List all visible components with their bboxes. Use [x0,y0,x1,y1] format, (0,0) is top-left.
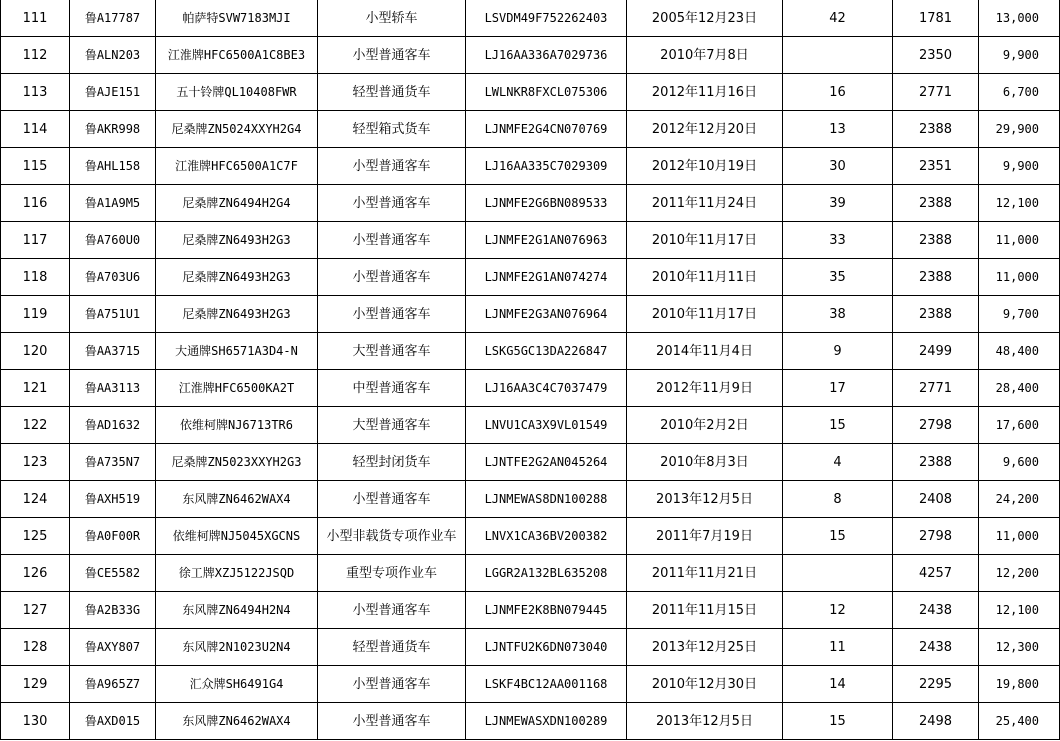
vehicle-type-cell: 轻型普通货车 [318,629,466,666]
register-date-cell: 2010年7月8日 [627,37,783,74]
table-row [1,592,1060,629]
row-number-cell: 111 [1,0,70,37]
table-row [1,481,1060,518]
vin-cell: LJ16AA335C7029309 [466,148,627,185]
count-cell: 39 [783,185,893,222]
count-cell: 8 [783,481,893,518]
vehicle-model-cell: 尼桑牌ZN6494H2G4 [156,185,318,222]
vin-cell: LJ16AA336A7029736 [466,37,627,74]
row-number-cell: 114 [1,111,70,148]
vin-cell: LJNMEWASXDN100289 [466,703,627,740]
table-row [1,703,1060,740]
plate-number-cell: 鲁ALN203 [70,37,156,74]
price-cell: 9,900 [979,37,1060,74]
register-date-cell: 2012年11月9日 [627,370,783,407]
vehicle-model-cell: 东风牌ZN6462WAX4 [156,703,318,740]
vehicle-type-cell: 小型非载货专项作业车 [318,518,466,555]
price-cell: 24,200 [979,481,1060,518]
count-cell: 13 [783,111,893,148]
vin-cell: LJNMFE2K8BN079445 [466,592,627,629]
row-number-cell: 121 [1,370,70,407]
register-date-cell: 2014年11月4日 [627,333,783,370]
price-cell: 12,100 [979,592,1060,629]
plate-number-cell: 鲁AHL158 [70,148,156,185]
vin-cell: LJ16AA3C4C7037479 [466,370,627,407]
vehicle-type-cell: 小型普通客车 [318,222,466,259]
price-cell: 12,300 [979,629,1060,666]
displacement-cell: 2388 [893,222,979,259]
row-number-cell: 118 [1,259,70,296]
count-cell: 9 [783,333,893,370]
price-cell: 11,000 [979,518,1060,555]
displacement-cell: 2771 [893,74,979,111]
vehicle-type-cell: 中型普通客车 [318,370,466,407]
vehicle-model-cell: 帕萨特SVW7183MJI [156,0,318,37]
register-date-cell: 2010年11月11日 [627,259,783,296]
plate-number-cell: 鲁A751U1 [70,296,156,333]
plate-number-cell: 鲁AXY807 [70,629,156,666]
vehicle-type-cell: 大型普通客车 [318,333,466,370]
register-date-cell: 2012年10月19日 [627,148,783,185]
table-row [1,333,1060,370]
table-row [1,518,1060,555]
displacement-cell: 4257 [893,555,979,592]
vehicle-model-cell: 江淮牌HFC6500KA2T [156,370,318,407]
row-number-cell: 125 [1,518,70,555]
vin-cell: LNVU1CA3X9VL01549 [466,407,627,444]
price-cell: 19,800 [979,666,1060,703]
plate-number-cell: 鲁AD1632 [70,407,156,444]
register-date-cell: 2012年12月20日 [627,111,783,148]
displacement-cell: 2388 [893,259,979,296]
register-date-cell: 2011年11月15日 [627,592,783,629]
register-date-cell: 2011年11月24日 [627,185,783,222]
vin-cell: LGGR2A132BL635208 [466,555,627,592]
price-cell: 28,400 [979,370,1060,407]
table-row [1,444,1060,481]
vehicle-model-cell: 尼桑牌ZN6493H2G3 [156,222,318,259]
plate-number-cell: 鲁A703U6 [70,259,156,296]
vin-cell: LSVDM49F752262403 [466,0,627,37]
plate-number-cell: 鲁A0F00R [70,518,156,555]
price-cell: 11,000 [979,259,1060,296]
table-row [1,222,1060,259]
table-row [1,185,1060,222]
register-date-cell: 2013年12月25日 [627,629,783,666]
price-cell: 48,400 [979,333,1060,370]
vin-cell: LJNMFE2G3AN076964 [466,296,627,333]
vehicle-model-cell: 东风牌2N1023U2N4 [156,629,318,666]
displacement-cell: 2798 [893,518,979,555]
vehicle-model-cell: 东风牌ZN6462WAX4 [156,481,318,518]
vehicle-type-cell: 小型轿车 [318,0,466,37]
register-date-cell: 2005年12月23日 [627,0,783,37]
vin-cell: LJNMFE2G1AN074274 [466,259,627,296]
register-date-cell: 2013年12月5日 [627,481,783,518]
row-number-cell: 130 [1,703,70,740]
row-number-cell: 120 [1,333,70,370]
vehicle-type-cell: 轻型封闭货车 [318,444,466,481]
plate-number-cell: 鲁AA3113 [70,370,156,407]
displacement-cell: 2351 [893,148,979,185]
vehicle-type-cell: 重型专项作业车 [318,555,466,592]
vin-cell: LWLNKR8FXCL075306 [466,74,627,111]
register-date-cell: 2012年11月16日 [627,74,783,111]
row-number-cell: 124 [1,481,70,518]
count-cell: 15 [783,518,893,555]
displacement-cell: 2438 [893,592,979,629]
vehicle-type-cell: 小型普通客车 [318,185,466,222]
count-cell [783,555,893,592]
row-number-cell: 126 [1,555,70,592]
plate-number-cell: 鲁AA3715 [70,333,156,370]
count-cell: 12 [783,592,893,629]
table-row [1,407,1060,444]
vehicle-model-cell: 东风牌ZN6494H2N4 [156,592,318,629]
row-number-cell: 122 [1,407,70,444]
register-date-cell: 2010年8月3日 [627,444,783,481]
table-row [1,0,1060,37]
vehicle-model-cell: 尼桑牌ZN6493H2G3 [156,259,318,296]
plate-number-cell: 鲁AXH519 [70,481,156,518]
price-cell: 12,200 [979,555,1060,592]
plate-number-cell: 鲁A965Z7 [70,666,156,703]
displacement-cell: 2295 [893,666,979,703]
register-date-cell: 2013年12月5日 [627,703,783,740]
vin-cell: LJNMFE2G6BN089533 [466,185,627,222]
vehicle-model-cell: 尼桑牌ZN5023XXYH2G3 [156,444,318,481]
price-cell: 12,100 [979,185,1060,222]
table-row [1,370,1060,407]
vehicle-model-cell: 依维柯牌NJ6713TR6 [156,407,318,444]
displacement-cell: 2350 [893,37,979,74]
table-body [1,0,1060,740]
row-number-cell: 115 [1,148,70,185]
table-row [1,555,1060,592]
vehicle-type-cell: 轻型箱式货车 [318,111,466,148]
price-cell: 17,600 [979,407,1060,444]
vehicle-type-cell: 大型普通客车 [318,407,466,444]
row-number-cell: 127 [1,592,70,629]
table-row [1,111,1060,148]
count-cell: 33 [783,222,893,259]
price-cell: 6,700 [979,74,1060,111]
register-date-cell: 2010年2月2日 [627,407,783,444]
vehicle-model-cell: 江淮牌HFC6500A1C7F [156,148,318,185]
row-number-cell: 128 [1,629,70,666]
vehicle-type-cell: 轻型普通货车 [318,74,466,111]
table-row [1,666,1060,703]
vin-cell: LJNMEWAS8DN100288 [466,481,627,518]
vehicle-type-cell: 小型普通客车 [318,703,466,740]
vin-cell: LJNTFU2K6DN073040 [466,629,627,666]
count-cell: 16 [783,74,893,111]
plate-number-cell: 鲁AKR998 [70,111,156,148]
vehicle-type-cell: 小型普通客车 [318,148,466,185]
price-cell: 9,700 [979,296,1060,333]
plate-number-cell: 鲁AJE151 [70,74,156,111]
vehicle-type-cell: 小型普通客车 [318,481,466,518]
table-row [1,74,1060,111]
vehicle-type-cell: 小型普通客车 [318,37,466,74]
row-number-cell: 113 [1,74,70,111]
register-date-cell: 2011年7月19日 [627,518,783,555]
price-cell: 11,000 [979,222,1060,259]
plate-number-cell: 鲁AXD015 [70,703,156,740]
plate-number-cell: 鲁A1A9M5 [70,185,156,222]
vehicle-type-cell: 小型普通客车 [318,592,466,629]
vehicle-model-cell: 尼桑牌ZN6493H2G3 [156,296,318,333]
plate-number-cell: 鲁A2B33G [70,592,156,629]
table-row [1,148,1060,185]
count-cell: 35 [783,259,893,296]
count-cell: 17 [783,370,893,407]
count-cell: 15 [783,703,893,740]
displacement-cell: 2798 [893,407,979,444]
displacement-cell: 2388 [893,185,979,222]
vin-cell: LJNTFE2G2AN045264 [466,444,627,481]
count-cell: 38 [783,296,893,333]
displacement-cell: 1781 [893,0,979,37]
register-date-cell: 2010年11月17日 [627,296,783,333]
count-cell: 15 [783,407,893,444]
count-cell: 42 [783,0,893,37]
vehicle-type-cell: 小型普通客车 [318,296,466,333]
table-row [1,296,1060,333]
row-number-cell: 112 [1,37,70,74]
row-number-cell: 119 [1,296,70,333]
register-date-cell: 2010年11月17日 [627,222,783,259]
count-cell: 30 [783,148,893,185]
table-row [1,629,1060,666]
vehicle-model-cell: 汇众牌SH6491G4 [156,666,318,703]
plate-number-cell: 鲁CE5582 [70,555,156,592]
price-cell: 9,900 [979,148,1060,185]
row-number-cell: 116 [1,185,70,222]
price-cell: 25,400 [979,703,1060,740]
count-cell [783,37,893,74]
plate-number-cell: 鲁A760U0 [70,222,156,259]
vin-cell: LNVX1CA36BV200382 [466,518,627,555]
row-number-cell: 129 [1,666,70,703]
vehicle-model-cell: 徐工牌XZJ5122JSQD [156,555,318,592]
vin-cell: LJNMFE2G4CN070769 [466,111,627,148]
vehicle-model-cell: 尼桑牌ZN5024XXYH2G4 [156,111,318,148]
displacement-cell: 2388 [893,444,979,481]
price-cell: 13,000 [979,0,1060,37]
count-cell: 11 [783,629,893,666]
vehicle-model-cell: 五十铃牌QL10408FWR [156,74,318,111]
displacement-cell: 2388 [893,111,979,148]
count-cell: 14 [783,666,893,703]
vehicle-type-cell: 小型普通客车 [318,666,466,703]
vehicle-model-cell: 依维柯牌NJ5045XGCNS [156,518,318,555]
vin-cell: LJNMFE2G1AN076963 [466,222,627,259]
table-row [1,259,1060,296]
row-number-cell: 123 [1,444,70,481]
vehicle-model-cell: 江淮牌HFC6500A1C8BE3 [156,37,318,74]
vehicle-type-cell: 小型普通客车 [318,259,466,296]
table-row [1,37,1060,74]
price-cell: 9,600 [979,444,1060,481]
vin-cell: LSKG5GC13DA226847 [466,333,627,370]
plate-number-cell: 鲁A17787 [70,0,156,37]
count-cell: 4 [783,444,893,481]
displacement-cell: 2408 [893,481,979,518]
displacement-cell: 2388 [893,296,979,333]
register-date-cell: 2010年12月30日 [627,666,783,703]
register-date-cell: 2011年11月21日 [627,555,783,592]
displacement-cell: 2498 [893,703,979,740]
displacement-cell: 2438 [893,629,979,666]
displacement-cell: 2771 [893,370,979,407]
vehicle-model-cell: 大通牌SH6571A3D4-N [156,333,318,370]
price-cell: 29,900 [979,111,1060,148]
plate-number-cell: 鲁A735N7 [70,444,156,481]
row-number-cell: 117 [1,222,70,259]
displacement-cell: 2499 [893,333,979,370]
vin-cell: LSKF4BC12AA001168 [466,666,627,703]
